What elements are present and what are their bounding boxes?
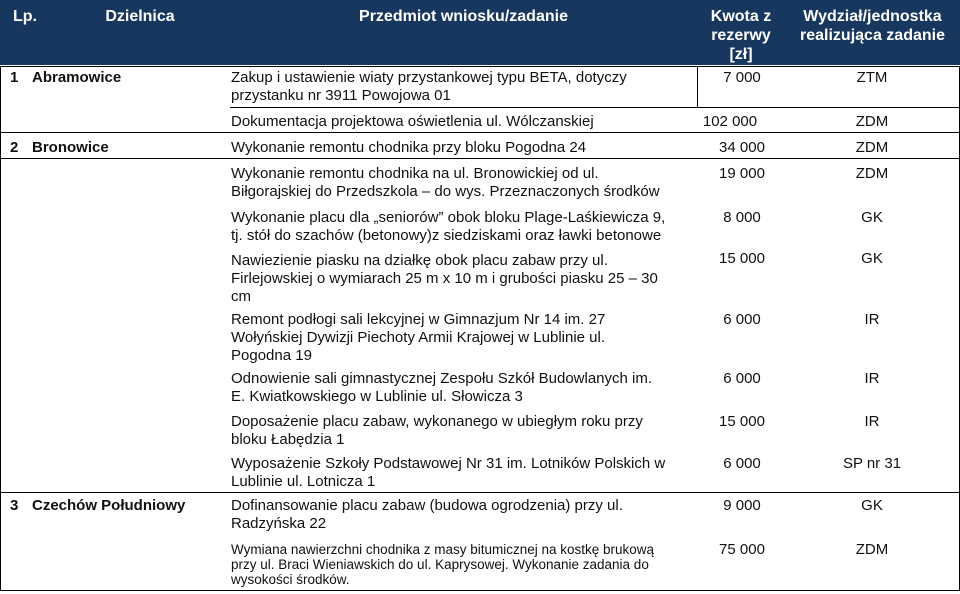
task-unit: SP nr 31 <box>842 455 902 472</box>
task-description-line: cm <box>231 288 251 305</box>
row-divider <box>230 107 960 108</box>
task-description-line: przystanku nr 3911 Powojowa 01 <box>231 87 451 104</box>
task-unit: ZDM <box>855 541 889 558</box>
task-amount: 15 000 <box>719 250 765 267</box>
header-district: Dzielnica <box>105 8 175 25</box>
task-unit: GK <box>861 250 883 267</box>
task-description-line: bloku Łabędzia 1 <box>231 431 345 448</box>
table-bottom-border <box>0 590 960 591</box>
header-department <box>785 7 960 45</box>
task-amount: 75 000 <box>719 541 765 558</box>
row-divider <box>0 158 960 159</box>
task-description-line: Wykonanie remontu chodnika na ul. Bronowickiej od ul. <box>231 165 599 182</box>
task-amount: 34 000 <box>719 139 765 156</box>
task-description-line: przy ul. Braci Wieniawskich do ul. Kaprysowej. Wykonanie zadania do <box>231 557 649 572</box>
row-lp: 2 <box>10 139 19 156</box>
task-description-line: Firlejowskiej o wymiarach 25 m x 10 m i grubości piasku 25 – 30 <box>231 270 658 287</box>
task-description-line: wysokości środków. <box>231 572 350 587</box>
task-description-line: Wykonanie placu dla „seniorów” obok bloku Plage-Laśkiewicza 9, <box>231 209 666 226</box>
task-unit: IR <box>864 413 880 430</box>
task-unit: GK <box>861 497 883 514</box>
header-amount <box>697 7 785 64</box>
task-description-line: Zakup i ustawienie wiaty przystankowej typu BETA, dotyczy <box>231 69 627 86</box>
header-department-line-2: realizująca zadanie <box>800 27 945 44</box>
row-district: Bronowice <box>32 139 109 156</box>
task-description-line: tj. stół do szachów (betonowy)z siedziskami oraz ławki betonowe <box>231 227 662 244</box>
header-lp: Lp. <box>13 8 37 25</box>
task-unit: ZDM <box>855 139 889 156</box>
task-unit: ZDM <box>855 165 889 182</box>
task-amount: 7 000 <box>723 69 761 86</box>
header-subject: Przedmiot wniosku/zadanie <box>359 8 568 25</box>
row-district: Abramowice <box>32 69 122 86</box>
task-unit: ZTM <box>856 69 888 86</box>
row-lp: 1 <box>10 69 19 86</box>
header-amount-line-1: Kwota z <box>710 8 772 25</box>
column-divider <box>697 66 698 107</box>
task-description-line: Dokumentacja projektowa oświetlenia ul. Wólczanskiej <box>231 113 594 130</box>
task-description-line: Remont podłogi sali lekcyjnej w Gimnazjum Nr 14 im. 27 <box>231 311 606 328</box>
task-description-line: Wyposażenie Szkoły Podstawowej Nr 31 im. Lotników Polskich w <box>231 455 666 472</box>
task-description-line: Pogodna 19 <box>231 347 312 364</box>
task-unit: IR <box>864 370 880 387</box>
task-amount: 6 000 <box>723 455 761 472</box>
task-description-line: Radzyńska 22 <box>231 515 327 532</box>
group-divider <box>0 492 960 493</box>
task-description-line: Biłgorajskiej do Przedszkola – do wys. Przeznaczonych środków <box>231 183 660 200</box>
group-divider <box>0 132 960 133</box>
task-description-line: Wymiana nawierzchni chodnika z masy bitumicznej na kostkę brukową <box>231 542 655 557</box>
task-description-line: E. Kwiatkowskiego w Lublinie ul. Słowicza 3 <box>231 388 523 405</box>
task-description-line: Wołyńskiej Dywizji Piechoty Armii Krajowej w Lublinie ul. <box>231 329 606 346</box>
header-department-line-1: Wydział/jednostka <box>803 8 942 25</box>
task-unit: ZDM <box>855 113 889 130</box>
task-amount: 9 000 <box>723 497 761 514</box>
task-amount: 8 000 <box>723 209 761 226</box>
row-district: Czechów Południowy <box>32 497 186 514</box>
task-amount: 15 000 <box>719 413 765 430</box>
row-lp: 3 <box>10 497 19 514</box>
task-amount: 6 000 <box>723 311 761 328</box>
task-description-line: Nawiezienie piasku na działkę obok placu zabaw przy ul. <box>231 252 608 269</box>
task-description-line: Doposażenie placu zabaw, wykonanego w ubiegłym roku przy <box>231 413 643 430</box>
task-unit: IR <box>864 311 880 328</box>
header-amount-line-3: [zł] <box>729 46 753 63</box>
task-amount: 19 000 <box>719 165 765 182</box>
task-description-line: Odnowienie sali gimnastycznej Zespołu Szkół Budowlanych im. <box>231 370 653 387</box>
task-amount: 6 000 <box>723 370 761 387</box>
task-unit: GK <box>861 209 883 226</box>
task-description-line: Dofinansowanie placu zabaw (budowa ogrodzenia) przy ul. <box>231 497 623 514</box>
table-left-border <box>0 66 1 591</box>
row-divider <box>0 66 960 67</box>
task-description-line: Wykonanie remontu chodnika przy bloku Pogodna 24 <box>231 139 587 156</box>
task-description-line: Lublinie ul. Lotnicza 1 <box>231 473 376 490</box>
header-amount-line-2: rezerwy <box>711 27 771 44</box>
task-amount: 102 000 <box>702 113 758 130</box>
